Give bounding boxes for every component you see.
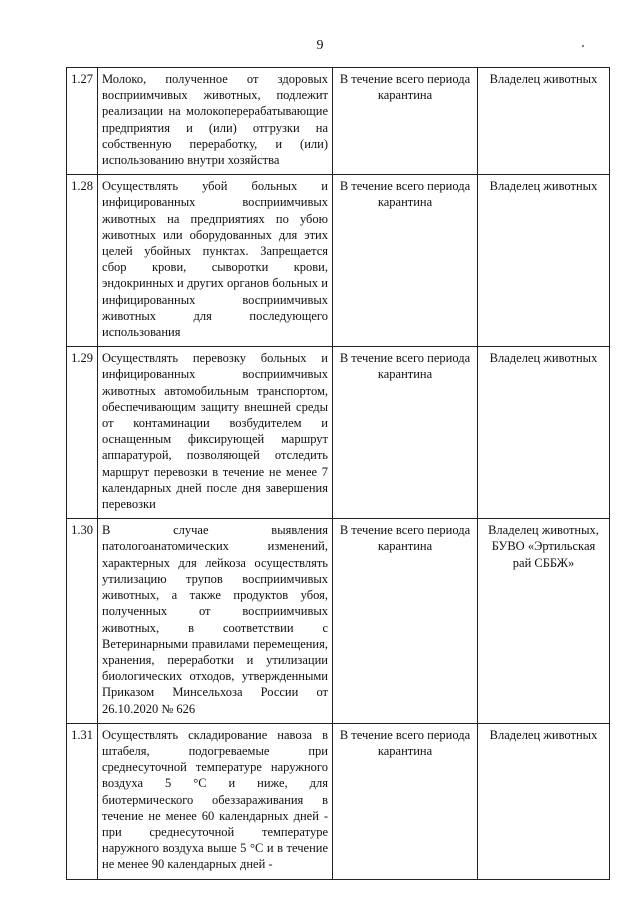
responsible-cell: Владелец животных <box>478 68 610 175</box>
action-text: Осуществлять убой больных и инфицированных восприимчивых животных на предприятиях по убою животных или оборудованных для этих целей убойных пунктах. Запрещается сбор крови, сыворотки крови, эндокринных и других органов больных и инфицированных восприимчивых животных для последующего использования <box>102 179 328 340</box>
scan-speck <box>582 45 584 47</box>
table-row <box>67 68 610 175</box>
action-text: В случае выявления патологоанатомических изменений, характерных для лейкоза осуществлять утилизацию трупов восприимчивых животных, а также продуктов убоя, полученных от восприимчивых животных, в соответствии с Ветеринарными правилами перемещения, хранения, переработки и утилизации биологических отходов, утвержденными Приказом Минсельхоза России от 26.10.2020 № 626 <box>102 523 328 716</box>
row-number-cell: 1.27 <box>67 68 98 175</box>
action-cell <box>98 519 333 723</box>
responsible-cell: Владелец животных <box>478 175 610 347</box>
table-row <box>67 347 610 519</box>
term-cell: В течение всего периода карантина <box>333 519 478 723</box>
responsible-cell: Владелец животных <box>478 723 610 879</box>
action-cell <box>98 723 333 879</box>
page-number: 9 <box>316 38 324 53</box>
action-cell <box>98 347 333 519</box>
row-number-cell: 1.28 <box>67 175 98 347</box>
table-row <box>67 723 610 879</box>
term-cell: В течение всего периода карантина <box>333 175 478 347</box>
term-cell: В течение всего периода карантина <box>333 68 478 175</box>
action-text: Молоко, полученное от здоровых восприимчивых животных, подлежит реализации на молокоперерабатывающие предприятия и (или) отгрузки на собственную переработку, и (или) использованию внутри хозяйства <box>102 72 328 168</box>
table-row <box>67 175 610 347</box>
row-number-cell: 1.29 <box>67 347 98 519</box>
responsible-cell: Владелец животных, БУВО «Эртильская рай СББЖ» <box>478 519 610 723</box>
measures-table-body <box>67 68 610 880</box>
responsible-cell: Владелец животных <box>478 347 610 519</box>
action-text: Осуществлять складирование навоза в штабеля, подогреваемые при среднесуточной температуре наружного воздуха 5 °С и ниже, для биотермического обеззараживания в течение не менее 60 календарных дней - при среднесуточной температуре наружного воздуха выше 5 °С и в течение не менее 90 календарных дней - <box>102 727 328 872</box>
term-cell: В течение всего периода карантина <box>333 347 478 519</box>
action-text: Осуществлять перевозку больных и инфицированных восприимчивых животных автомобильным транспортом, обеспечивающим защиту внешней среды от контаминации возбудителем и оснащенным фиксирующей маршрут аппаратурой, позволяющей отследить маршрут перевозки в течение не менее 7 календарных дней после дня завершения перевозки <box>102 351 328 512</box>
action-cell <box>98 68 333 175</box>
row-number-cell: 1.31 <box>67 723 98 879</box>
measures-table <box>66 67 610 880</box>
action-cell <box>98 175 333 347</box>
row-number-cell: 1.30 <box>67 519 98 723</box>
term-cell: В течение всего периода карантина <box>333 723 478 879</box>
table-row <box>67 519 610 723</box>
